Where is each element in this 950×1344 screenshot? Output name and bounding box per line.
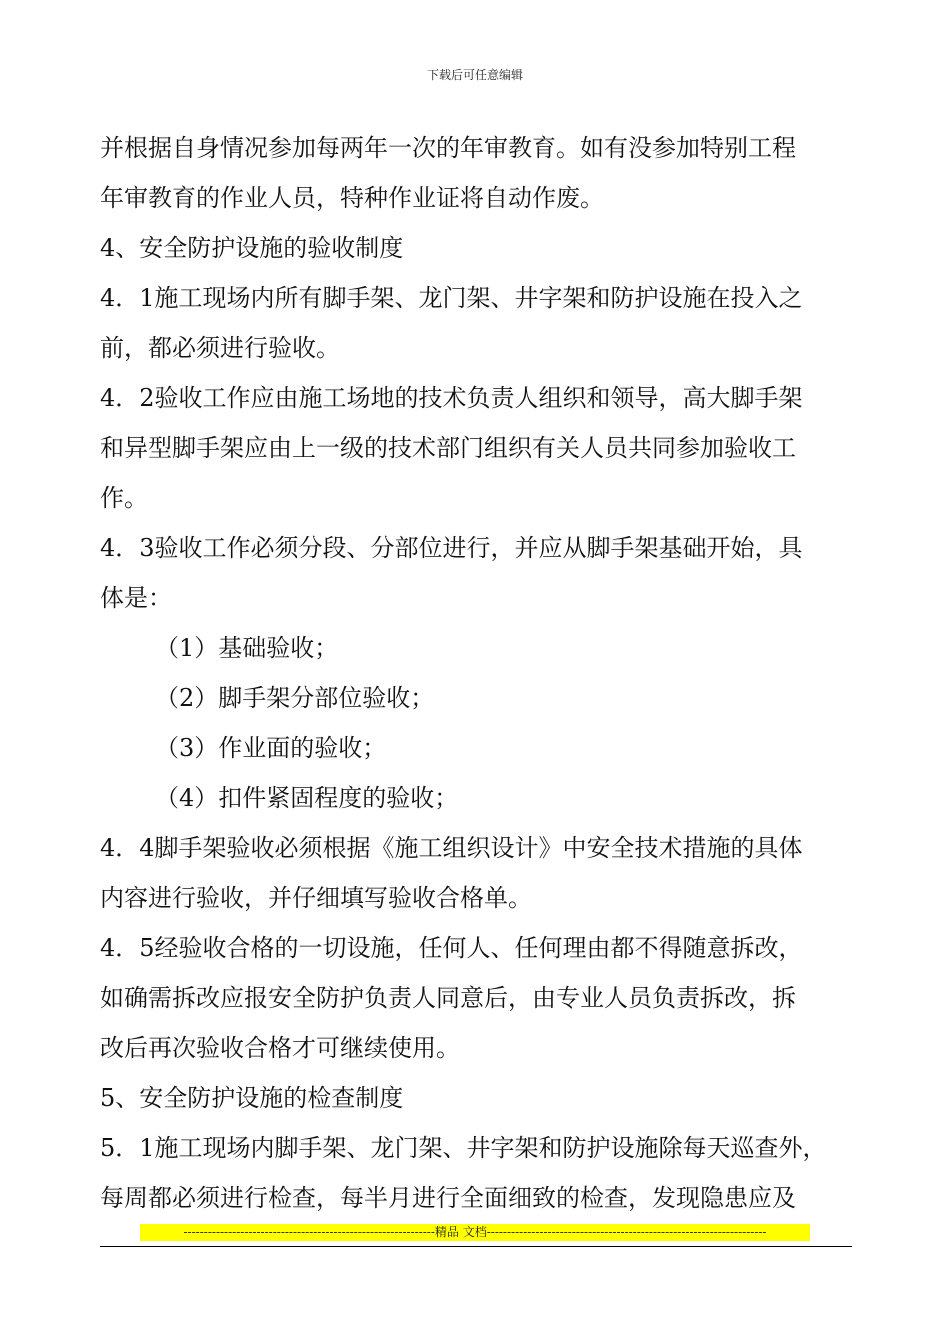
list-item: （3）作业面的验收； — [155, 734, 387, 762]
body-line: 和异型脚手架应由上一级的技术部门组织有关人员共同参加验收工 — [100, 434, 796, 462]
body-line: 作。 — [100, 484, 148, 512]
footer-divider — [100, 1246, 852, 1247]
body-line: 4．5经验收合格的一切设施，任何人、任何理由都不得随意拆改， — [100, 934, 803, 962]
document-body — [100, 123, 860, 1223]
body-line: 4．4脚手架验收必须根据《施工组织设计》中安全技术措施的具体 — [100, 834, 803, 862]
body-line: 前，都必须进行验收。 — [100, 334, 340, 362]
footer-banner: --------------------------------------------------------------精品 文档--------------------------------------------------------------------- — [140, 1224, 810, 1241]
body-line: 体是： — [100, 584, 172, 612]
body-line: 每周都必须进行检查，每半月进行全面细致的检查，发现隐患应及 — [100, 1184, 796, 1212]
list-item: （4）扣件紧固程度的验收； — [155, 784, 459, 812]
page-header: 下载后可任意编辑 — [426, 68, 523, 82]
list-item: （2）脚手架分部位验收； — [155, 684, 435, 712]
body-line: 4．2验收工作应由施工场地的技术负责人组织和领导，高大脚手架 — [100, 384, 803, 412]
body-line: 并根据自身情况参加每两年一次的年审教育。如有没参加特别工程 — [100, 134, 796, 162]
section-heading: 4、安全防护设施的验收制度 — [100, 234, 404, 262]
body-line: 5．1施工现场内脚手架、龙门架、井字架和防护设施除每天巡查外， — [100, 1134, 827, 1162]
body-line: 如确需拆改应报安全防护负责人同意后，由专业人员负责拆改，拆 — [100, 984, 796, 1012]
section-heading: 5、安全防护设施的检查制度 — [100, 1084, 404, 1112]
body-line: 4．3验收工作必须分段、分部位进行，并应从脚手架基础开始，具 — [100, 534, 803, 562]
body-line: 内容进行验收，并仔细填写验收合格单。 — [100, 884, 532, 912]
list-item: （1）基础验收； — [155, 634, 339, 662]
body-line: 4．1施工现场内所有脚手架、龙门架、井字架和防护设施在投入之 — [100, 284, 803, 312]
body-line: 改后再次验收合格才可继续使用。 — [100, 1034, 460, 1062]
body-line: 年审教育的作业人员，特种作业证将自动作废。 — [100, 184, 604, 212]
